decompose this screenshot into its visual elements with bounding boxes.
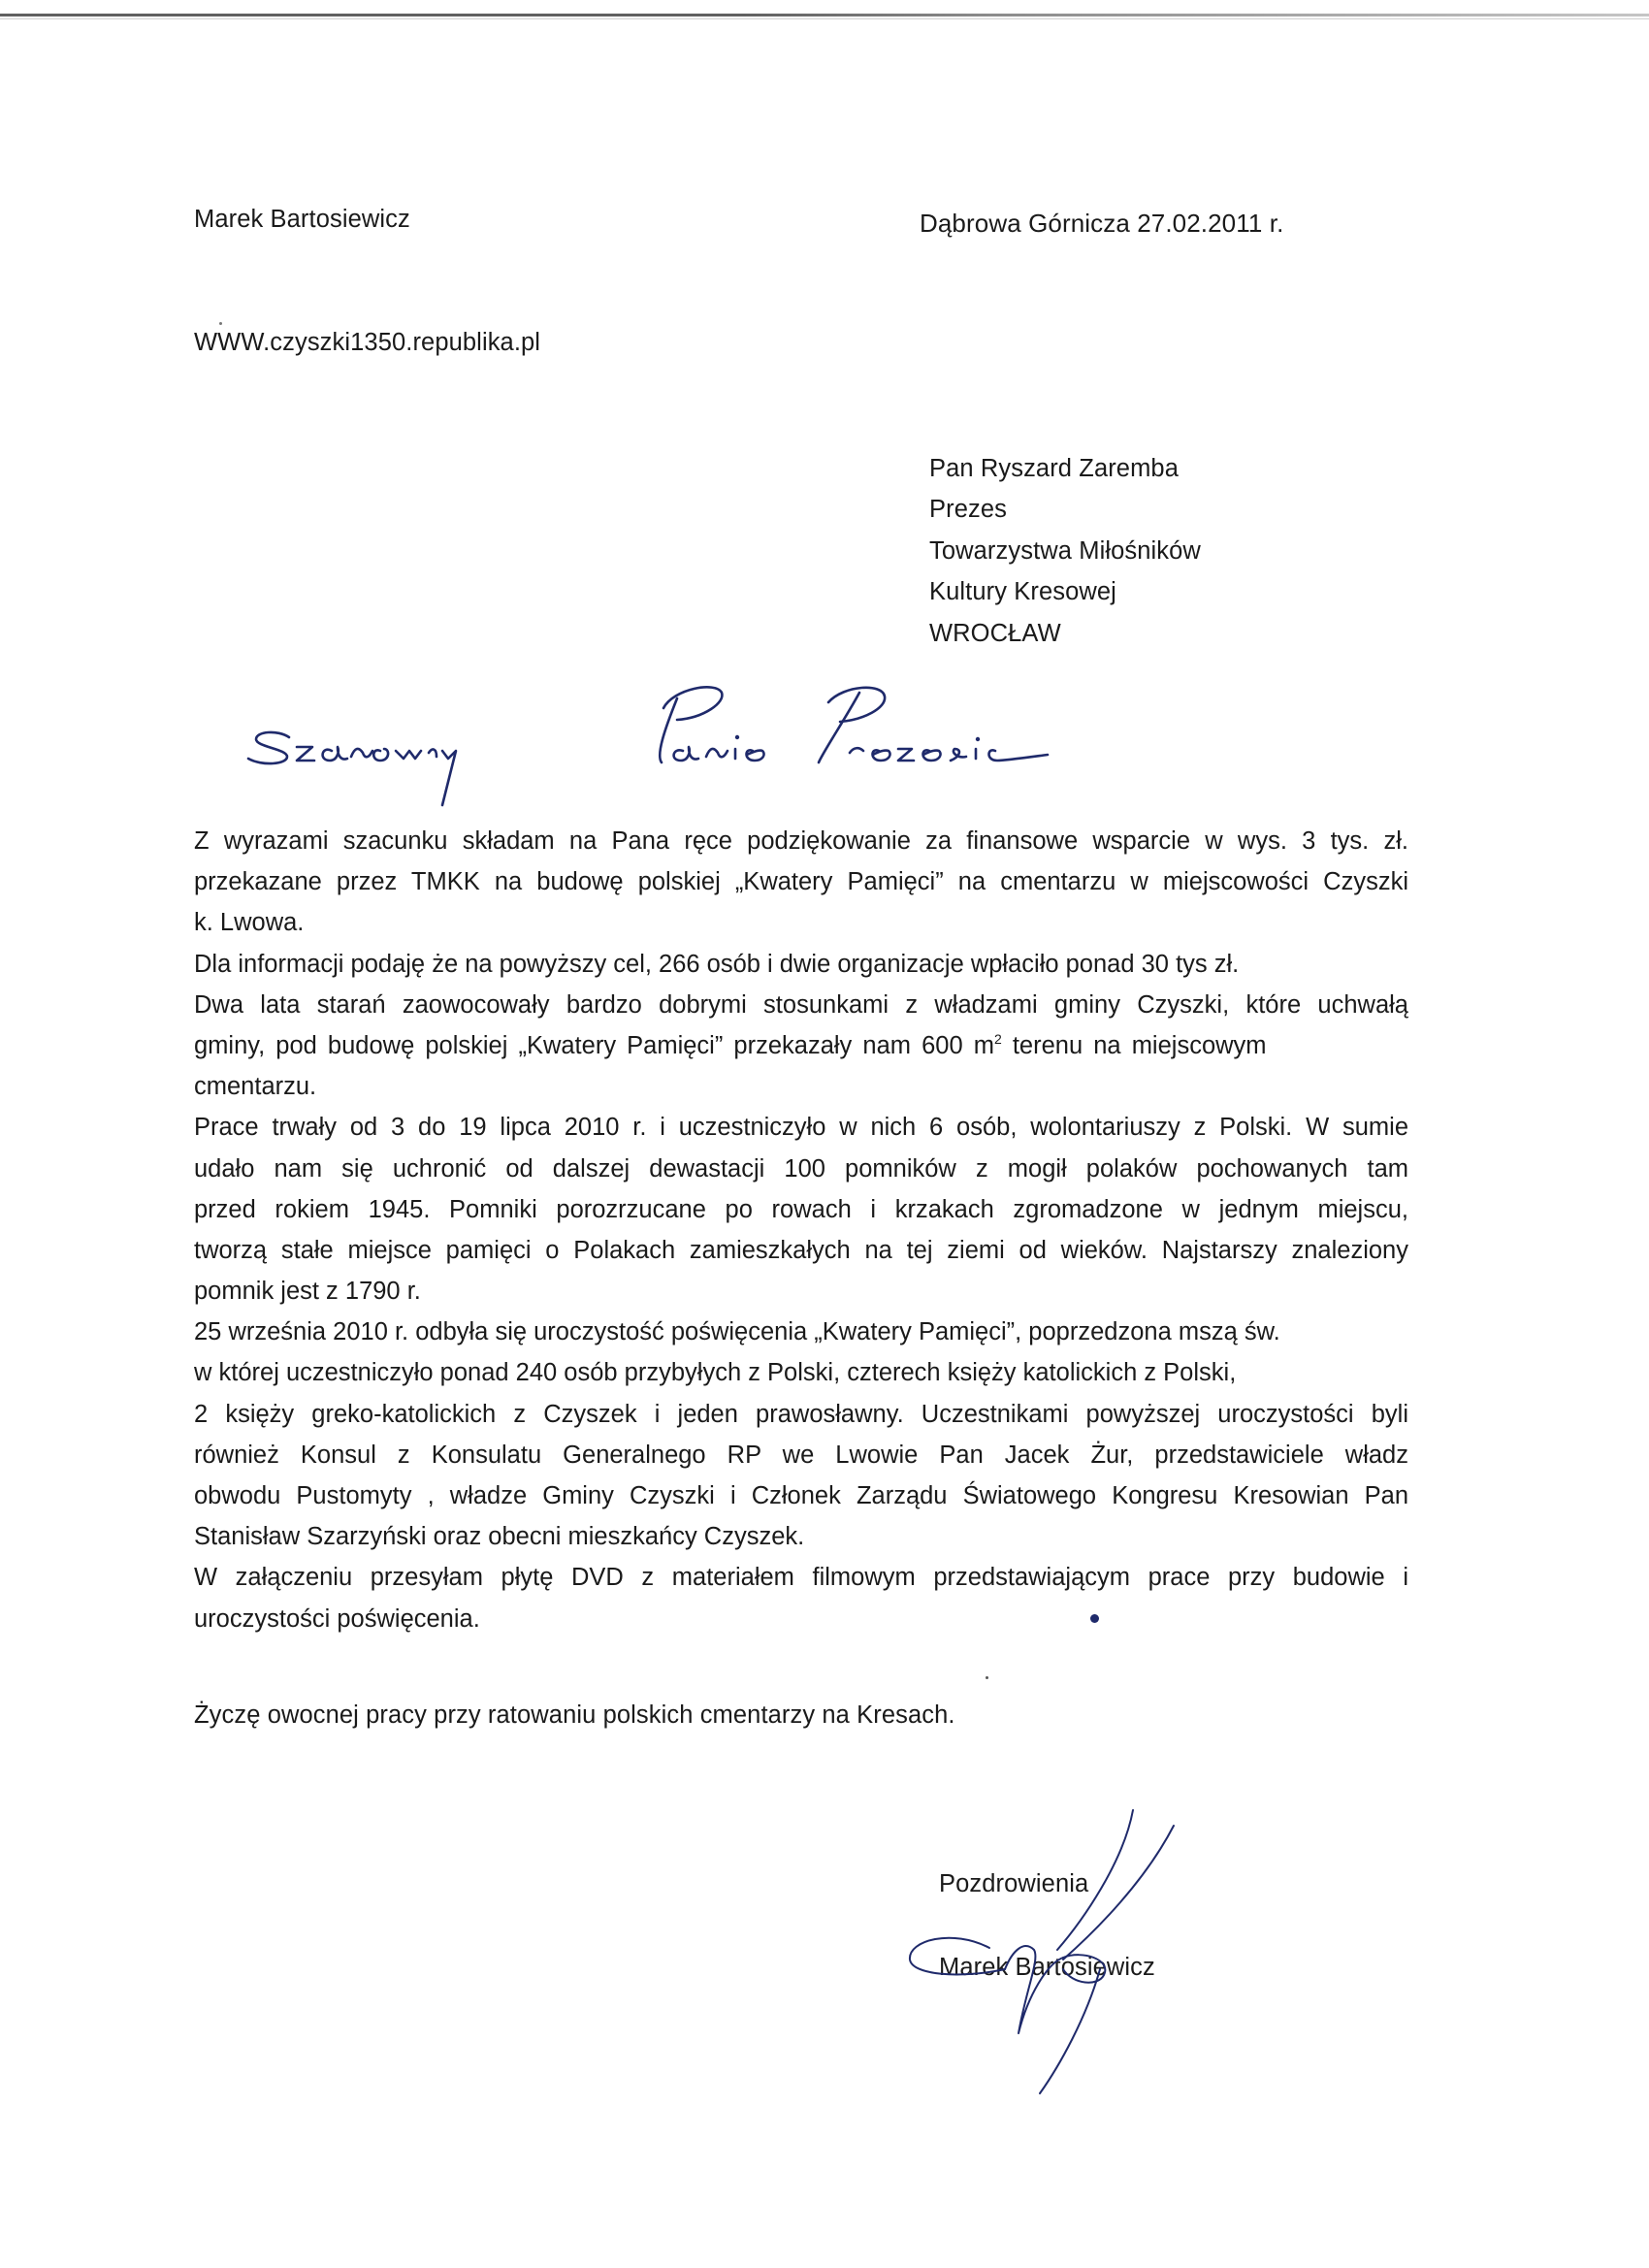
body-line: przekazane przez TMKK na budowę polskiej „Kwatery Pamięci” na cmentarzu w miejscowości Czyszki xyxy=(194,868,1408,896)
body-line: k. Lwowa. xyxy=(194,909,305,937)
ink-speck xyxy=(1090,1614,1099,1623)
body-line: 2 księży greko-katolickich z Czyszek i jeden prawosławny. Uczestnikami powyższej uroczystości byli xyxy=(194,1400,1408,1428)
body-line: 25 września 2010 r. odbyła się uroczystość poświęcenia „Kwatery Pamięci”, poprzedzona mszą św. xyxy=(194,1318,1280,1346)
body-line: Z wyrazami szacunku składam na Pana ręce podziękowanie za finansowe wsparcie w wys. 3 tys. zł. xyxy=(194,827,1408,855)
scan-edge-line xyxy=(0,14,1649,16)
recipient-line-5: WROCŁAW xyxy=(929,620,1061,647)
recipient-line-4: Kultury Kresowej xyxy=(929,578,1116,605)
body-line: Stanisław Szarzyński oraz obecni mieszkańcy Czyszek. xyxy=(194,1523,805,1551)
body-line: cmentarzu. xyxy=(194,1073,317,1101)
letter-body xyxy=(194,821,1408,1639)
body-line-part: gminy, pod budowę polskiej „Kwatery Pamięci” przekazały nam 600 m xyxy=(194,1031,994,1059)
ink-speck xyxy=(986,1676,988,1679)
closing-wishes: Życzę owocnej pracy przy ratowaniu polskich cmentarzy na Kresach. xyxy=(194,1701,955,1729)
scan-edge-line-faint xyxy=(0,18,1649,19)
handwritten-salutation xyxy=(242,669,1077,815)
body-line: pomnik jest z 1790 r. xyxy=(194,1278,421,1306)
website-address: WWW.czyszki1350.republika.pl xyxy=(194,329,541,356)
recipient-line-3: Towarzystwa Miłośników xyxy=(929,537,1201,565)
body-line-with-superscript xyxy=(194,1025,1408,1066)
body-line: w której uczestniczyło ponad 240 osób przybyłych z Polski, czterech księży katolickich z Polski, xyxy=(194,1359,1237,1387)
sender-name: Marek Bartosiewicz xyxy=(194,206,410,233)
body-line: obwodu Pustomyty , władze Gminy Czyszki i Członek Zarządu Światowego Kongresu Kresowian Pan xyxy=(194,1482,1408,1509)
body-line: tworzą stałe miejsce pamięci o Polakach zamieszkałych na tej ziemi od wieków. Najstarszy znaleziony xyxy=(194,1236,1408,1264)
body-line: uroczystości poświęcenia. xyxy=(194,1604,480,1633)
body-line: również Konsul z Konsulatu Generalnego RP we Lwowie Pan Jacek Żur, przedstawiciele władz xyxy=(194,1441,1408,1469)
ink-speck xyxy=(219,322,222,325)
body-line: przed rokiem 1945. Pomniki porozrzucane po rowach i krzakach zgromadzone w jednym miejscu, xyxy=(194,1195,1408,1223)
closing-regards: Pozdrowienia xyxy=(939,1870,1089,1897)
body-line: Prace trwały od 3 do 19 lipca 2010 r. i uczestniczyło w nich 6 osób, wolontariuszy z Polski. W sumie xyxy=(194,1114,1408,1142)
body-line: udało nam się uchronić od dalszej dewastacji 100 pomników z mogił polaków pochowanych tam xyxy=(194,1154,1408,1183)
superscript-2: 2 xyxy=(993,1030,1002,1047)
body-line-part: terenu na miejscowym xyxy=(1001,1031,1267,1059)
recipient-line-1: Pan Ryszard Zaremba xyxy=(929,455,1179,482)
body-line: W załączeniu przesyłam płytę DVD z materiałem filmowym przedstawiającym prace przy budowie i xyxy=(194,1564,1408,1592)
signature-printed-name: Marek Bartosiewicz xyxy=(939,1954,1155,1981)
handwritten-signature xyxy=(892,1804,1222,2095)
body-line: Dwa lata starań zaowocowały bardzo dobrymi stosunkami z władzami gminy Czyszki, które uchwałą xyxy=(194,990,1408,1019)
place-and-date: Dąbrowa Górnicza 27.02.2011 r. xyxy=(920,209,1284,238)
body-line: Dla informacji podaję że na powyższy cel, 266 osób i dwie organizacje wpłaciło ponad 30 tys zł. xyxy=(194,950,1240,978)
recipient-line-2: Prezes xyxy=(929,496,1007,523)
